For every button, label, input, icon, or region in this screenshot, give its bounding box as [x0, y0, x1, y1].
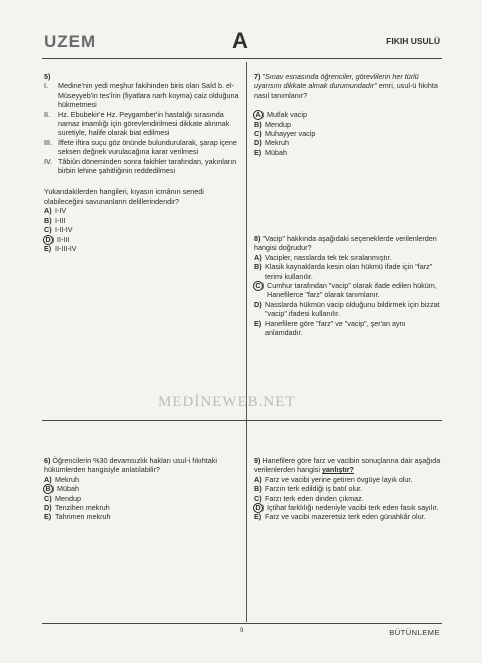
- answer-option[interactable]: [254, 475, 444, 484]
- answer-text: Mutlak vacip: [267, 110, 307, 120]
- answer-text: Klasik kaynaklarda kesin olan hükmü ifade için "farz" terimi kullanılır.: [265, 262, 433, 281]
- answer-option[interactable]: [44, 206, 239, 215]
- answer-text: Nasslarda hükmün vacip olduğunu bildirmek için bizzat "vacip" ifadesi kullanılır.: [265, 299, 440, 319]
- statement-numeral: I.: [44, 81, 48, 91]
- answer-option[interactable]: [44, 475, 239, 484]
- answer-letter-paren: ): [52, 234, 55, 244]
- answer-letter: E): [44, 243, 52, 253]
- answer-option[interactable]: [254, 138, 444, 147]
- answer-letter: C): [254, 493, 262, 503]
- answer-letter-circled: C: [253, 281, 263, 291]
- answer-option[interactable]: [44, 512, 239, 521]
- footer-label: BÜTÜNLEME: [389, 628, 440, 637]
- answer-letter: C): [254, 129, 262, 139]
- answer-text: Mübah: [57, 484, 79, 494]
- answer-option[interactable]: [44, 235, 239, 244]
- answer-text: Mübah: [265, 147, 287, 157]
- question-number: 6): [44, 456, 51, 465]
- column-divider: [246, 62, 247, 622]
- answer-option[interactable]: [44, 484, 239, 493]
- answer-letter-circled: D: [253, 503, 263, 513]
- answer-option[interactable]: [254, 120, 444, 129]
- answer-letter-circled: A: [253, 110, 263, 120]
- question-number: 5): [44, 72, 51, 81]
- answer-text: Tahrimen mekruh: [55, 512, 111, 522]
- answer-option[interactable]: [254, 281, 444, 300]
- header-divider: [42, 58, 442, 59]
- question-stem: emri, usul-ü fıkıhta nasıl tanımlanır?: [254, 81, 438, 100]
- option-list: [44, 206, 239, 253]
- answer-option[interactable]: [254, 494, 444, 503]
- answer-letter: B): [254, 484, 262, 494]
- answer-option[interactable]: [254, 253, 444, 262]
- answer-letter-circled: D: [43, 235, 53, 245]
- answer-text: I-IV: [55, 206, 67, 216]
- answer-text: İçtihat farklılığı nedeniyle vacibi terk eden fasık sayılır.: [267, 503, 439, 513]
- answer-letter: C): [44, 225, 52, 235]
- answer-option[interactable]: [254, 484, 444, 493]
- answer-text: Mekruh: [55, 474, 79, 484]
- option-list: [44, 475, 239, 522]
- watermark: MEDİNEWEB.NET: [158, 394, 296, 410]
- answer-text: Farzın terk edildiği iş batıl olur.: [265, 484, 363, 494]
- answer-text: Mendup: [55, 493, 81, 503]
- statement-text: İffete iftira suçu göz önünde bulundurularak, şarap içene seksen değnek vurulacağına karar verilmesi: [58, 137, 237, 157]
- answer-option[interactable]: [254, 503, 444, 512]
- row-divider: [42, 420, 442, 421]
- answer-text: II-III-IV: [55, 243, 77, 253]
- question-7: [254, 72, 444, 157]
- answer-text: Cumhur tarafından "vacip" olarak ifade edilen hüküm, Hanefilerce "farz" olarak tanımlanır.: [267, 281, 437, 300]
- statement-text: Tâbiûn döneminden sonra fakihler tarafından, yakınların birbiri lehine şahitliğinin reddedilmesi: [58, 156, 237, 176]
- statement-numeral: III.: [44, 137, 52, 147]
- statement-text: Hz. Ebubekir'e Hz. Peygamber'in hastalığı sırasında namaz imamlığı için görevlendirilmesi dikkate alınmak suretiyle, halife olarak biat edilmesi: [58, 109, 230, 138]
- answer-letter: D): [254, 299, 262, 309]
- answer-letter-paren: ): [262, 110, 265, 120]
- answer-text: Farzı terk eden dinden çıkmaz.: [265, 493, 364, 503]
- statement-numeral: II.: [44, 109, 50, 119]
- answer-option[interactable]: [254, 129, 444, 138]
- answer-text: Vacipler, nasslarda tek tek sıralanmıştır.: [265, 252, 392, 262]
- question-number: 8): [254, 234, 261, 243]
- answer-option[interactable]: [254, 300, 444, 319]
- answer-option[interactable]: [44, 503, 239, 512]
- answer-letter: E): [254, 147, 262, 157]
- page-number: 9: [240, 628, 244, 634]
- answer-option[interactable]: [254, 110, 444, 119]
- question-9: [254, 456, 444, 522]
- answer-option[interactable]: [254, 262, 444, 281]
- answer-letter: D): [254, 138, 262, 148]
- answer-text: Farz ve vacibi mazeretsiz terk eden günahkâr olur.: [265, 512, 426, 522]
- answer-text: Mendup: [265, 119, 291, 129]
- answer-letter-circled: B: [43, 484, 53, 494]
- statement-item: [44, 81, 239, 109]
- answer-option[interactable]: [254, 148, 444, 157]
- answer-text: I-III: [55, 215, 66, 225]
- uzem-logo: UZEM: [44, 32, 97, 51]
- answer-letter: A): [44, 474, 52, 484]
- answer-text: Tenzihen mekruh: [55, 503, 110, 513]
- answer-letter: B): [254, 119, 262, 129]
- answer-option[interactable]: [44, 494, 239, 503]
- booklet-letter: A: [232, 28, 248, 53]
- answer-letter-paren: ): [262, 503, 265, 513]
- answer-letter: E): [254, 512, 262, 522]
- option-list: [254, 110, 444, 157]
- answer-option[interactable]: [44, 244, 239, 253]
- answer-letter: A): [254, 474, 262, 484]
- question-stem-emphasis: yanlıştır?: [321, 465, 354, 475]
- answer-text: Mekruh: [265, 138, 289, 148]
- question-number: 7): [254, 72, 261, 81]
- answer-option[interactable]: [44, 216, 239, 225]
- question-number: 9): [254, 456, 261, 465]
- question-stem: "Vacip" hakkında aşağıdaki seçeneklerde verilenlerden hangisi doğrudur?: [254, 234, 437, 253]
- question-stem: Öğrencilerin %30 devamsızlık hakları usul-i fıkıhtaki hükümlerden hangisiyle anlatılabilir?: [44, 456, 217, 475]
- statement-item: [44, 138, 239, 157]
- question-8: [254, 234, 444, 337]
- option-list: [254, 253, 444, 338]
- answer-option[interactable]: [254, 319, 444, 338]
- page-header: [0, 28, 482, 56]
- footer-divider: [42, 623, 442, 624]
- answer-option[interactable]: [254, 512, 444, 521]
- answer-text: Hanefilere göre "farz" ve "vacip", şer'an aynı anlamdadır.: [265, 318, 406, 338]
- answer-letter: D): [44, 503, 52, 513]
- question-stem: Hanefilere göre farz ve vacibin sonuçlarına dair aşağıda verilenlerden hangisi: [254, 456, 441, 475]
- statement-text: Medine'nin yedi meşhur fakihinden biris olan Saîd b. el-Müseyyeb'in tes'îrin (fiyatlara narh koyma) caiz olduğuna hükmetmesi: [58, 81, 239, 110]
- answer-letter: E): [44, 512, 52, 522]
- question-stem: Yukarıdakilerden hangileri, kıyasın icmânın senedi olabileceğini savunanların delillerindendir?: [44, 187, 204, 206]
- answer-letter: B): [254, 262, 262, 272]
- answer-letter: B): [44, 215, 52, 225]
- question-6: [44, 456, 239, 522]
- question-stem-quote: "Sınav esnasında öğrenciler, görevlilerin her türlü uyarısını dikkate almak durumundadır": [254, 72, 419, 91]
- subject-title: FIKIH USULÜ: [386, 36, 440, 46]
- answer-letter-paren: ): [262, 281, 265, 291]
- answer-option[interactable]: [44, 225, 239, 234]
- answer-letter: C): [44, 493, 52, 503]
- answer-letter: A): [44, 206, 52, 216]
- statement-list: [44, 81, 239, 176]
- option-list: [254, 475, 444, 522]
- statement-numeral: IV.: [44, 156, 53, 166]
- statement-item: [44, 110, 239, 138]
- statement-item: [44, 157, 239, 176]
- answer-text: II-III: [57, 234, 70, 244]
- answer-letter: A): [254, 252, 262, 262]
- answer-text: I-II-IV: [55, 225, 73, 235]
- answer-letter: E): [254, 318, 262, 328]
- question-5: [44, 72, 239, 253]
- answer-letter-paren: ): [52, 484, 55, 494]
- answer-text: Muhayyer vacip: [265, 129, 316, 139]
- answer-text: Farz ve vacibi yerine getiren övgüye layık olur.: [265, 474, 413, 484]
